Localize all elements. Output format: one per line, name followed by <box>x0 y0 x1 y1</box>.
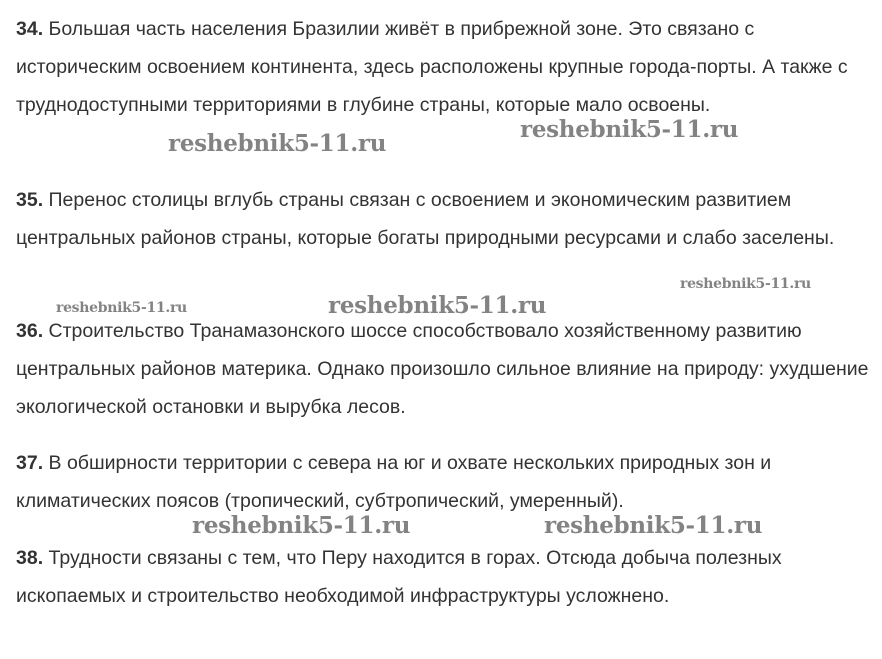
watermark: reshebnik5-11.ru <box>680 276 811 292</box>
watermark: reshebnik5-11.ru <box>544 512 763 539</box>
watermark: reshebnik5-11.ru <box>192 512 411 539</box>
answer-number: 35. <box>16 189 44 211</box>
answer-35 <box>16 181 882 257</box>
answer-number: 34. <box>16 18 44 40</box>
watermark: reshebnik5-11.ru <box>168 130 387 157</box>
answer-36 <box>16 312 882 426</box>
answer-text: Большая часть населения Бразилии живёт в прибрежной зоне. Это связано с историческим освоением континента, здесь расположены крупные города-порты. А также с труднодоступными территориями в глубине страны, которые мало освоены. <box>16 18 848 116</box>
watermark: reshebnik5-11.ru <box>56 300 187 316</box>
answer-34 <box>16 10 882 124</box>
answer-number: 36. <box>16 320 44 342</box>
answer-text: Строительство Транамазонского шоссе способствовало хозяйственному развитию центральных районов материка. Однако произошло сильное влияние на природу: ухудшение экологической остановки и вырубка лесов. <box>16 320 869 418</box>
answer-number: 37. <box>16 452 44 474</box>
answer-number: 38. <box>16 547 44 569</box>
answer-text: Трудности связаны с тем, что Перу находится в горах. Отсюда добыча полезных ископаемых и строительство необходимой инфраструктуры усложнено. <box>16 547 782 607</box>
answer-37 <box>16 444 882 520</box>
watermark: reshebnik5-11.ru <box>328 292 547 319</box>
answer-38 <box>16 539 882 615</box>
watermark: reshebnik5-11.ru <box>520 116 739 143</box>
answer-text: Перенос столицы вглубь страны связан с освоением и экономическим развитием центральных районов страны, которые богаты природными ресурсами и слабо заселены. <box>16 189 835 249</box>
answer-text: В обширности территории с севера на юг и охвате нескольких природных зон и климатических поясов (тропический, субтропический, умеренный). <box>16 452 772 512</box>
